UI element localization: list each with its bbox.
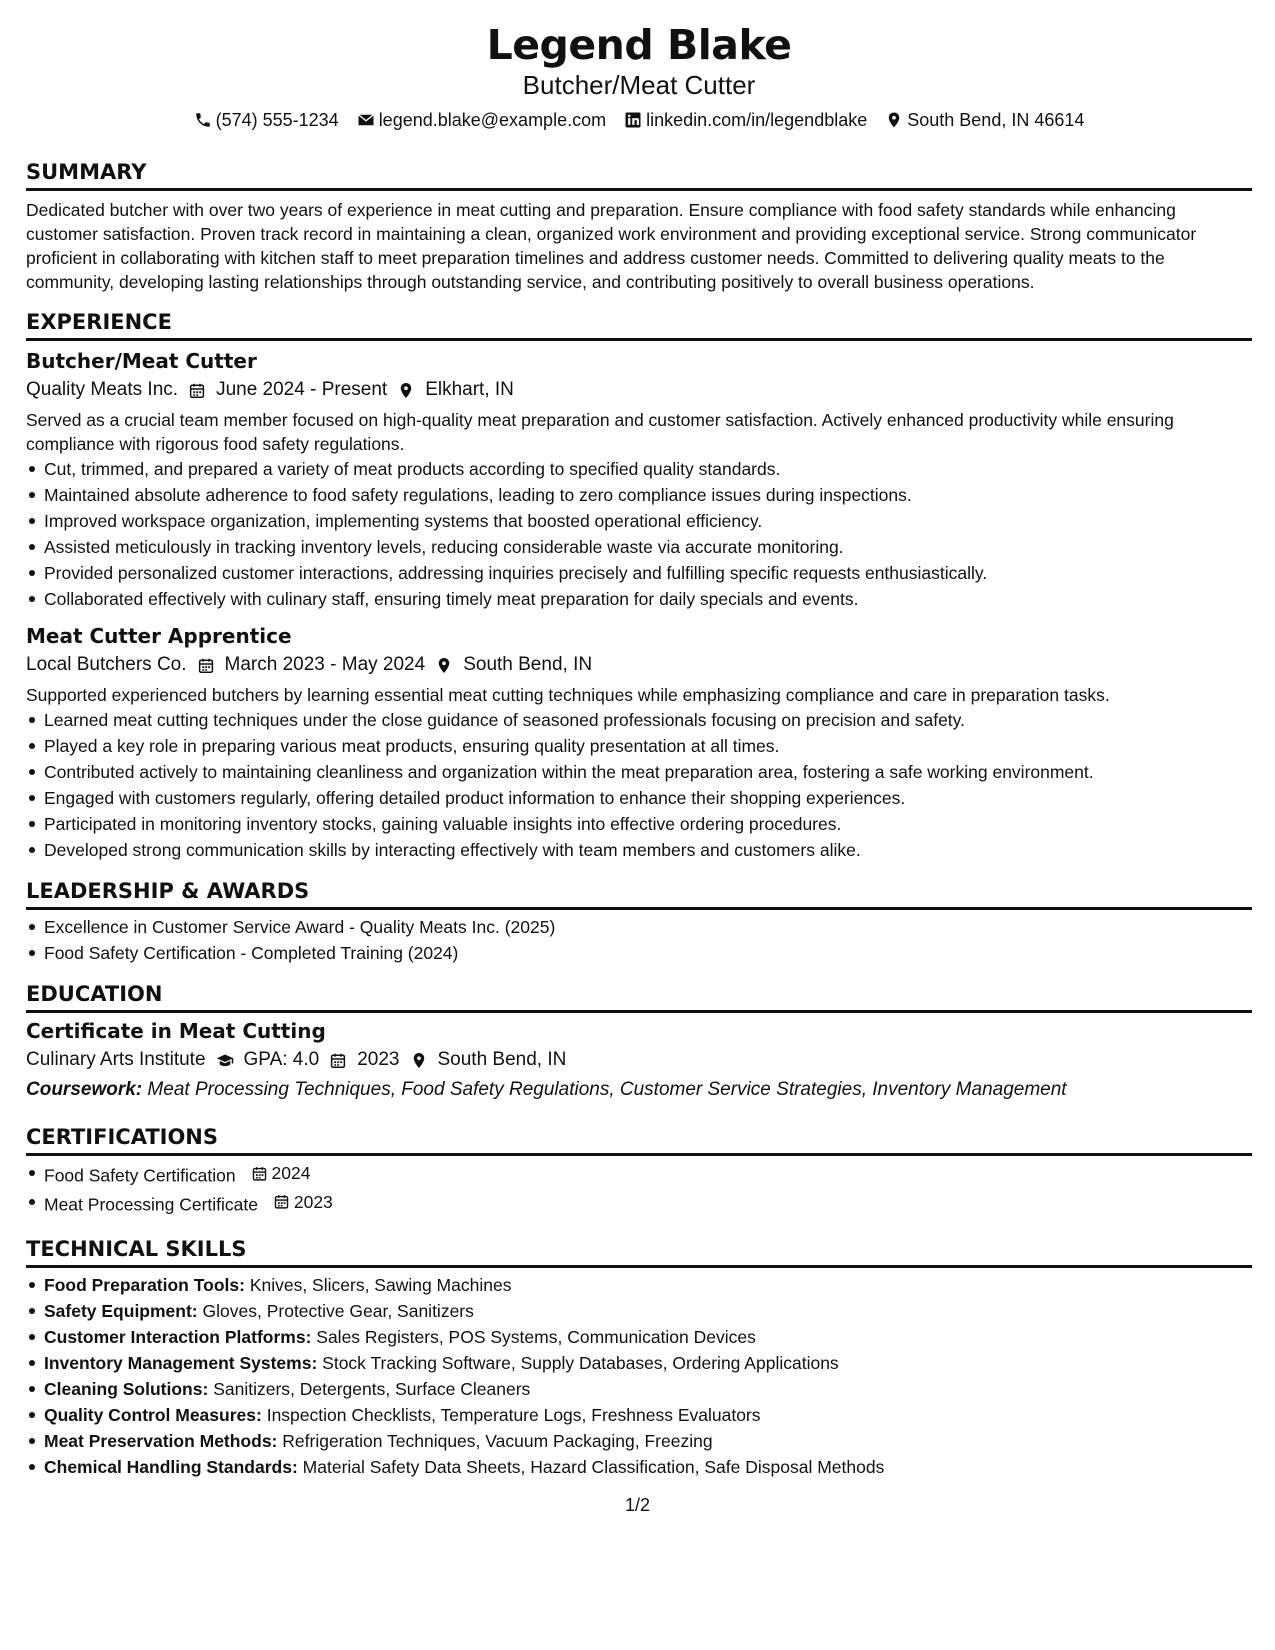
job-entry <box>26 347 1252 612</box>
linkedin-icon <box>624 111 642 129</box>
cert-name: Food Safety Certification <box>44 1165 236 1186</box>
skills-section <box>26 1235 1252 1480</box>
list-item: Engaged with customers regularly, offering detailed product information to enhance their shopping experiences. <box>44 785 1252 811</box>
list-item <box>44 1402 1252 1428</box>
envelope-icon <box>357 111 375 129</box>
contact-phone <box>194 108 339 132</box>
cert-year: 2024 <box>271 1163 311 1183</box>
school-name: Culinary Arts Institute <box>26 1049 206 1070</box>
list-item <box>44 1350 1252 1376</box>
summary-section <box>26 158 1252 294</box>
list-item <box>44 1324 1252 1350</box>
linkedin-text[interactable]: linkedin.com/in/legendblake <box>646 110 868 130</box>
job-dates: March 2023 - May 2024 <box>224 654 426 675</box>
school-location: South Bend, IN <box>437 1049 567 1070</box>
candidate-role: Butcher/Meat Cutter <box>522 70 756 100</box>
list-item: Provided personalized customer interactions, addressing inquiries precisely and fulfilling specific requests enthusiastically. <box>44 560 1252 586</box>
list-item: Learned meat cutting techniques under the close guidance of seasoned professionals focusing on precision and safety. <box>44 707 1252 733</box>
skill-value: Gloves, Protective Gear, Sanitizers <box>202 1301 474 1321</box>
skill-label: Inventory Management Systems: <box>44 1353 318 1373</box>
contact-bar <box>26 108 1252 132</box>
skill-label: Meat Preservation Methods: <box>44 1431 278 1451</box>
cert-date <box>273 1189 333 1215</box>
section-title-leadership: LEADERSHIP & AWARDS <box>26 877 1252 910</box>
education-section <box>26 980 1252 1105</box>
graduation-cap-icon <box>216 1051 234 1069</box>
skills-list <box>26 1272 1252 1480</box>
section-title-skills: TECHNICAL SKILLS <box>26 1235 1252 1268</box>
section-title-summary: SUMMARY <box>26 158 1252 191</box>
skill-label: Food Preparation Tools: <box>44 1275 245 1295</box>
skill-value: Sales Registers, POS Systems, Communication Devices <box>316 1327 756 1347</box>
job-meta <box>26 375 1252 405</box>
phone-text: (574) 555-1234 <box>215 110 339 130</box>
map-pin-icon <box>410 1051 428 1069</box>
list-item <box>44 1298 1252 1324</box>
skill-value: Knives, Slicers, Sawing Machines <box>249 1275 512 1295</box>
section-title-education: EDUCATION <box>26 980 1252 1013</box>
skill-label: Quality Control Measures: <box>44 1405 262 1425</box>
section-title-experience: EXPERIENCE <box>26 308 1252 341</box>
job-location: South Bend, IN <box>463 654 593 675</box>
map-pin-icon <box>885 111 903 129</box>
graduation-year: 2023 <box>357 1049 400 1070</box>
job-description: Supported experienced butchers by learning essential meat cutting techniques while emphasizing compliance and care in preparation tasks. <box>26 685 1110 705</box>
calendar-icon <box>329 1051 347 1069</box>
list-item <box>44 1454 1252 1480</box>
education-meta <box>26 1045 1252 1075</box>
job-entry <box>26 622 1252 863</box>
skill-value: Material Safety Data Sheets, Hazard Classification, Safe Disposal Methods <box>302 1457 885 1477</box>
list-item: Developed strong communication skills by interacting effectively with team members and customers alike. <box>44 837 1252 863</box>
list-item: Improved workspace organization, implementing systems that boosted operational efficiency. <box>44 508 1252 534</box>
resume-header <box>26 18 1252 132</box>
contact-location <box>885 108 1084 132</box>
leadership-section <box>26 877 1252 966</box>
job-bullets <box>26 707 1252 863</box>
list-item: Cut, trimmed, and prepared a variety of meat products according to specified quality standards. <box>44 456 1252 482</box>
list-item <box>44 1160 1252 1189</box>
job-company: Quality Meats Inc. <box>26 379 179 400</box>
coursework <box>26 1075 1252 1105</box>
skill-label: Customer Interaction Platforms: <box>44 1327 312 1347</box>
candidate-name: Legend Blake <box>486 21 792 69</box>
gpa: GPA: 4.0 <box>243 1049 320 1070</box>
skill-value: Refrigeration Techniques, Vacuum Packaging, Freezing <box>282 1431 713 1451</box>
list-item: Played a key role in preparing various meat products, ensuring quality presentation at all times. <box>44 733 1252 759</box>
degree-title: Certificate in Meat Cutting <box>26 1019 326 1043</box>
skill-value: Sanitizers, Detergents, Surface Cleaners <box>213 1379 531 1399</box>
list-item: Assisted meticulously in tracking inventory levels, reducing considerable waste via accurate monitoring. <box>44 534 1252 560</box>
resume-page <box>26 18 1252 1480</box>
job-title: Butcher/Meat Cutter <box>26 349 257 373</box>
coursework-label: Coursework: <box>26 1079 143 1100</box>
list-item <box>44 1272 1252 1298</box>
cert-year: 2023 <box>293 1191 333 1212</box>
job-location: Elkhart, IN <box>425 379 514 400</box>
calendar-icon <box>273 1193 291 1211</box>
experience-section <box>26 308 1252 863</box>
job-company: Local Butchers Co. <box>26 654 187 675</box>
awards-list <box>26 914 1252 966</box>
job-title: Meat Cutter Apprentice <box>26 624 292 648</box>
page-number: 1/2 <box>624 1495 651 1515</box>
list-item <box>44 1376 1252 1402</box>
map-pin-icon <box>397 381 415 399</box>
skill-value: Stock Tracking Software, Supply Databases, Ordering Applications <box>322 1353 839 1373</box>
list-item: Contributed actively to maintaining cleanliness and organization within the meat preparation area, fostering a safe working environment. <box>44 759 1252 785</box>
list-item: Collaborated effectively with culinary staff, ensuring timely meat preparation for daily specials and events. <box>44 586 1252 612</box>
job-description: Served as a crucial team member focused on high-quality meat preparation and customer satisfaction. Actively enhanced productivity while ensuring compliance with rigorous food safety regulations. <box>26 410 1174 454</box>
summary-text: Dedicated butcher with over two years of experience in meat cutting and preparation. Ensure compliance with food safety standards while enhancing customer satisfaction. Proven track record in maintaining a clean, organized work environment and providing exceptional service. Strong communicator proficient in collaborating with kitchen staff to meet preparation timelines and address customer needs. Committed to delivering quality meats to the community, developing lasting relationships through outstanding service, and contributing positively to overall business operations. <box>26 200 1197 292</box>
contact-email[interactable] <box>357 108 606 132</box>
job-bullets <box>26 456 1252 612</box>
cert-name: Meat Processing Certificate <box>44 1194 258 1214</box>
skill-label: Chemical Handling Standards: <box>44 1457 298 1477</box>
calendar-icon <box>251 1164 269 1182</box>
list-item: Participated in monitoring inventory stocks, gaining valuable insights into effective ordering procedures. <box>44 811 1252 837</box>
calendar-icon <box>197 656 215 674</box>
list-item <box>44 1189 1252 1218</box>
list-item: Maintained absolute adherence to food safety regulations, leading to zero compliance issues during inspections. <box>44 482 1252 508</box>
location-text: South Bend, IN 46614 <box>907 110 1085 130</box>
section-title-certifications: CERTIFICATIONS <box>26 1123 1252 1156</box>
skill-label: Cleaning Solutions: <box>44 1379 209 1399</box>
job-dates: June 2024 - Present <box>216 379 388 400</box>
certifications-section <box>26 1123 1252 1217</box>
certifications-list <box>26 1160 1252 1217</box>
email-text[interactable]: legend.blake@example.com <box>378 110 607 130</box>
cert-date <box>251 1160 311 1186</box>
calendar-icon <box>188 381 206 399</box>
skill-label: Safety Equipment: <box>44 1301 198 1321</box>
list-item: Excellence in Customer Service Award - Quality Meats Inc. (2025) <box>44 914 1252 940</box>
list-item <box>44 1428 1252 1454</box>
phone-icon <box>194 111 212 129</box>
job-meta <box>26 650 1252 680</box>
map-pin-icon <box>435 656 453 674</box>
list-item: Food Safety Certification - Completed Training (2024) <box>44 940 1252 966</box>
coursework-list: Meat Processing Techniques, Food Safety Regulations, Customer Service Strategies, Inventory Management <box>147 1079 1067 1100</box>
contact-linkedin[interactable] <box>624 108 867 132</box>
skill-value: Inspection Checklists, Temperature Logs, Freshness Evaluators <box>266 1405 761 1425</box>
